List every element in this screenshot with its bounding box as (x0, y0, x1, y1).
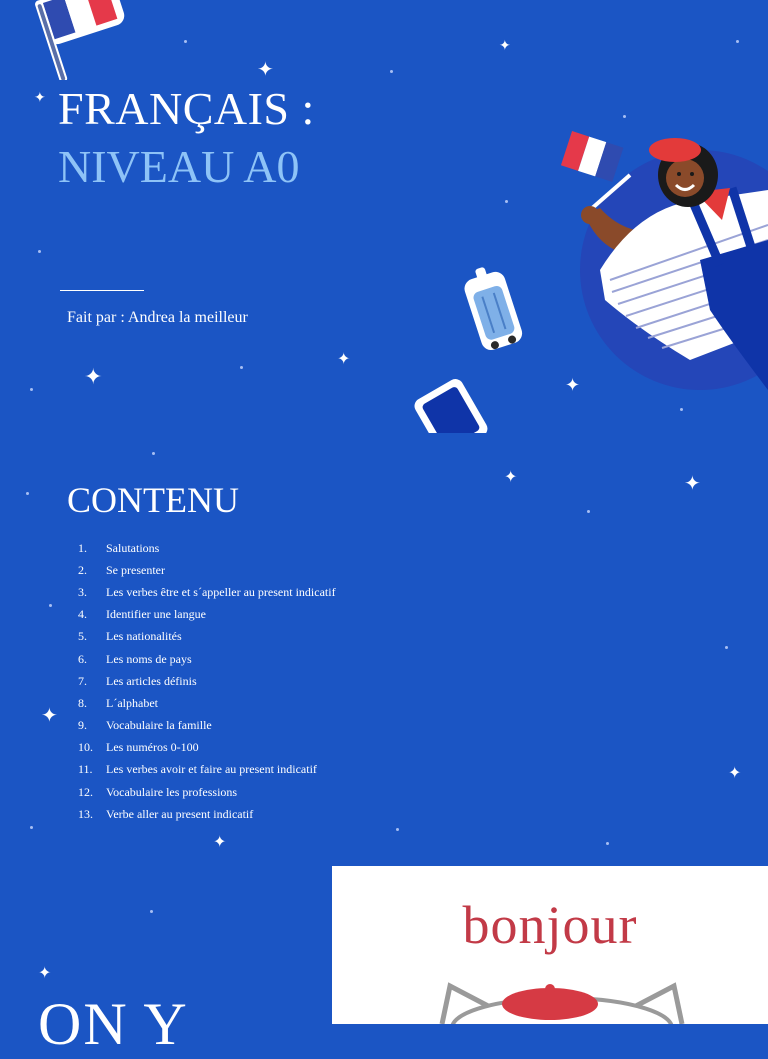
list-item: 2. Se presenter (78, 562, 165, 577)
passport-icon (400, 370, 500, 433)
author-credit: Fait par : Andrea la meilleur (67, 309, 248, 326)
sparkle-star-icon: ✦ (565, 375, 581, 395)
contents-list (78, 537, 336, 825)
cat-icon (432, 978, 692, 1024)
list-item: 10. Les numéros 0-100 (78, 740, 199, 755)
list-item: 9. Vocabulaire la famille (78, 718, 212, 733)
list-item: 3. Les verbes être et s´appeller au present indicatif (78, 584, 336, 599)
list-item: 4. Identifier une langue (78, 607, 206, 622)
list-item: 12. Vocabulaire les professions (78, 784, 238, 799)
list-item: 13. Verbe aller au present indicatif (78, 806, 254, 821)
bonjour-word: bonjour (462, 895, 638, 955)
sparkle-star-icon: ✦ (728, 765, 742, 782)
sparkle-star-icon: ✦ (499, 39, 511, 54)
list-item: 8. L´alphabet (78, 695, 158, 710)
suitcase-icon (458, 262, 528, 358)
sparkle-star-icon: ✦ (213, 834, 227, 851)
list-item: 6. Les noms de pays (78, 651, 192, 666)
slide-heading: ON Y (38, 991, 189, 1057)
sparkle-star-icon: ✦ (84, 364, 103, 389)
sparkle-star-icon: ✦ (257, 59, 274, 81)
sparkle-star-icon: ✦ (41, 705, 58, 727)
list-item: 1. Salutations (78, 540, 160, 555)
contents-heading: CONTENU (67, 480, 239, 520)
list-item: 7. Les articles définis (78, 673, 197, 688)
list-item: 5. Les nationalités (78, 629, 182, 644)
passport-sticker (400, 370, 500, 433)
divider-line (60, 290, 144, 291)
bonjour-card (332, 866, 768, 1024)
list-item: 11. Les verbes avoir et faire au present indicatif (78, 762, 317, 777)
presentation-subtitle: NIVEAU A0 (58, 141, 300, 192)
sparkle-star-icon: ✦ (504, 469, 518, 486)
sparkle-star-icon: ✦ (337, 351, 351, 368)
france-flag-icon (28, 0, 128, 80)
sparkle-star-icon: ✦ (34, 91, 46, 106)
presentation-title: FRANÇAIS : (58, 83, 315, 134)
sparkle-star-icon: ✦ (38, 965, 52, 982)
sparkle-star-icon: ✦ (684, 473, 701, 495)
